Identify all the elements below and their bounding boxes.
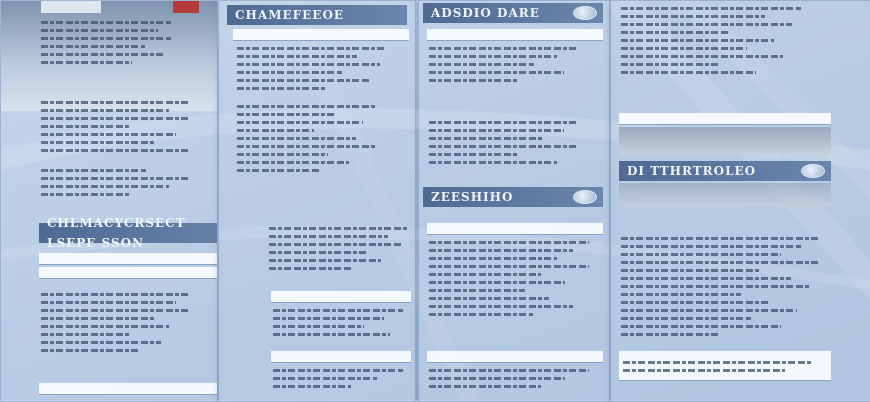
brochure-page-3 — [418, 0, 610, 402]
page-4-grey-panel-2 — [619, 183, 831, 207]
brochure-page-2 — [218, 0, 416, 402]
page-3-text-lower — [429, 241, 589, 321]
page-3-band-title-2: ZEESHIHO — [431, 190, 514, 204]
page-4-text-bottom — [623, 361, 813, 377]
page-3-strip-2 — [427, 223, 603, 235]
logo-icon — [801, 164, 825, 178]
page-3-band-title: ADSDIO DARE — [431, 6, 540, 20]
page-3-section-band-2 — [423, 187, 603, 207]
page-2-band-title: CHAMEFEEOE — [235, 8, 345, 22]
page-1-text-mid — [41, 101, 191, 157]
photo-highlight — [41, 1, 101, 13]
page-4-grey-panel — [619, 127, 831, 155]
page-2-strip-2 — [271, 291, 411, 303]
page-2-text-bottom — [273, 309, 403, 341]
page-2-strip-1 — [233, 29, 409, 41]
logo-icon — [573, 190, 597, 204]
page-2-text-footer — [273, 369, 403, 393]
page-4-strip-1 — [619, 113, 831, 125]
brochure-page-4 — [610, 0, 870, 402]
page-2-strip-3 — [271, 351, 411, 363]
page-3-text-bottom — [429, 369, 589, 393]
page-1-strip-1 — [39, 253, 218, 265]
page-1-section-band — [39, 216, 218, 250]
page-4-text-top — [621, 7, 801, 79]
page-2-section-band — [227, 5, 407, 25]
page-1-text-lower — [41, 169, 191, 201]
logo-icon — [573, 6, 597, 20]
page-3-strip-3 — [427, 351, 603, 363]
page-3-strip-1 — [427, 29, 603, 41]
page-3-text-mid — [429, 121, 579, 169]
page-4-text-mid — [621, 237, 821, 341]
page-2-text-lower — [269, 227, 409, 275]
photo-red-sign — [173, 1, 199, 13]
page-1-band-title: CHLMACYCRSECT LSEPE SSON — [47, 216, 186, 250]
page-3-section-band — [423, 3, 603, 23]
page-4-section-band — [619, 161, 831, 181]
page-1-text-bottom — [41, 293, 191, 357]
page-1-strip-3 — [39, 383, 218, 395]
page-1-strip-2 — [39, 267, 218, 279]
page-4-band-title: DI TTHRTROLEO — [627, 164, 757, 178]
brochure-page-1 — [0, 0, 218, 402]
page-3-text-top — [429, 47, 579, 87]
page-1-text-top — [41, 21, 171, 69]
page-2-text-mid — [237, 105, 377, 177]
page-2-text-top — [237, 47, 387, 95]
